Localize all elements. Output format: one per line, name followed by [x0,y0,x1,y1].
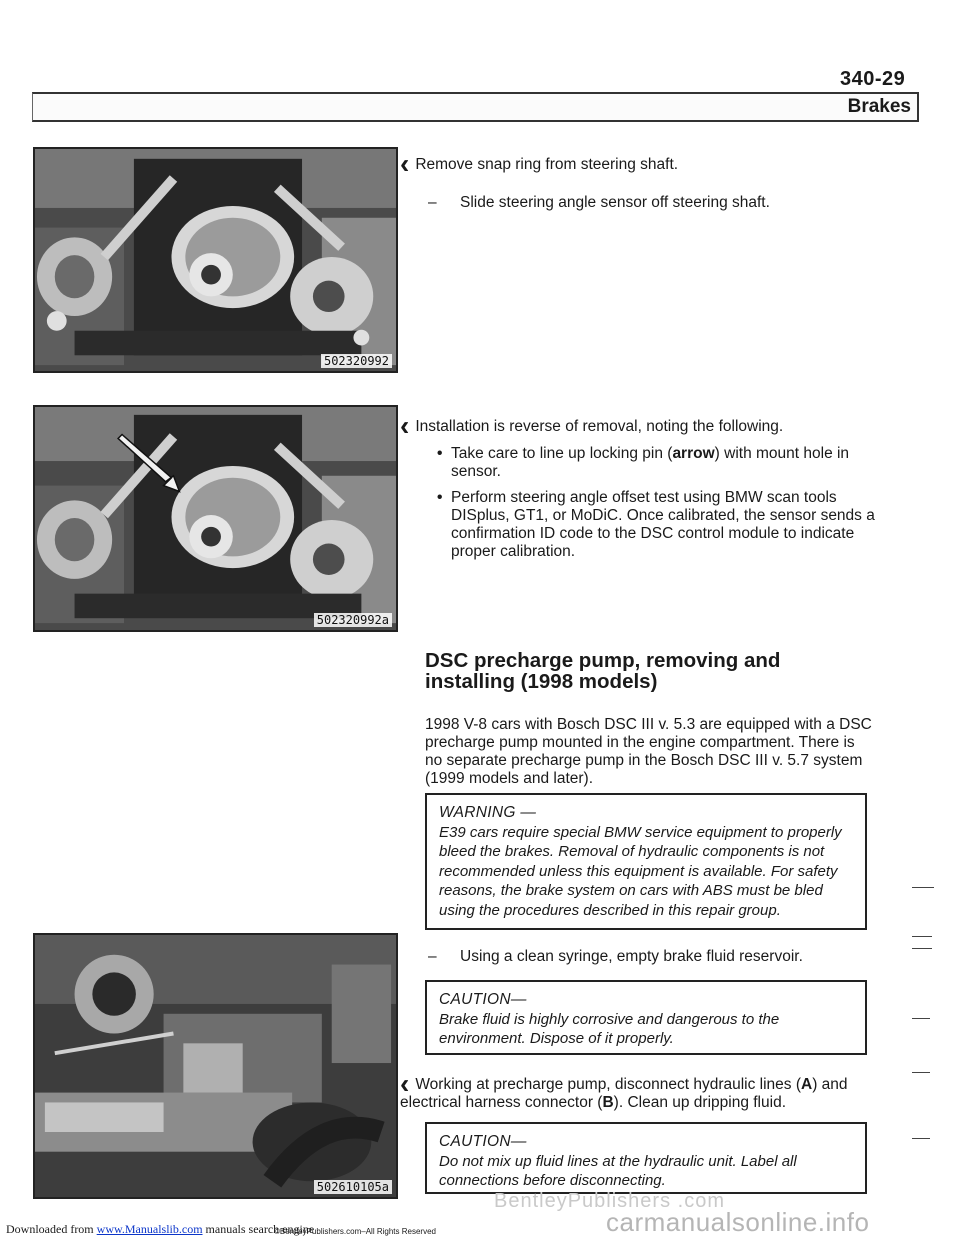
caution-label: CAUTION— [439,991,527,1008]
section-heading [425,650,905,692]
warning-text: E39 cars require special BMW service equipment to properly bleed the brakes. Removal of hydraulic components is not recommended unless this equipment is available. For safety reasons, the brake system on cars with ABS must be bled using the procedures described in this repair group. [439,823,842,919]
step-syringe [428,948,908,966]
step-text: Slide steering angle sensor off steering shaft. [460,194,770,211]
dash-marker: – [428,194,437,211]
page-number: 340-29 [840,68,906,90]
arrow-label: arrow [672,445,715,462]
caution-text: Brake fluid is highly corrosive and dangerous to the environment. Dispose of it properly. [439,1010,780,1047]
label-B: B [602,1094,614,1111]
section-title: Brakes [847,96,911,117]
step-slide-sensor [428,194,908,212]
engine-bay-illustration [35,935,396,1197]
manualslib-link[interactable]: www.Manualslib.com [96,1222,203,1236]
figure-code: 502320992 [321,354,392,368]
step-text: Remove snap ring from steering shaft. [415,156,679,173]
copyright-notice: ©BentleyPublishers.com–All Rights Reserved [274,1227,436,1236]
pointer-arrow-icon: ‹ [400,1068,410,1099]
figure-code: 502320992a [314,613,392,627]
caution-box-2 [425,1122,867,1194]
label-A: A [801,1076,813,1093]
step-working-pump: ‹ Working at precharge pump, disconnect hydraulic lines (A) and electrical harness connector (B). Clean up dripping fluid. [400,1068,848,1111]
heading-line-1: DSC precharge pump, removing and [425,649,781,672]
step-installation [400,410,900,441]
bullet-offset-test: • Perform steering angle offset test using BMW scan tools DISplus, GT1, or MoDiC. Once calibrated, the sensor sends a confirmation ID code to the DSC control module to indicate proper calibration. [437,489,877,561]
publisher-watermark: BentleyPublishers .com [494,1190,725,1212]
section-intro: 1998 V-8 cars with Bosch DSC III v. 5.3 are equipped with a DSC precharge pump mounted in the engine compartment. There is no separate precharge pump in the Bosch DSC III v. 5.7 system (1999 models and later). [425,716,872,787]
bullet-locking-pin: • Take care to line up locking pin (arrow) with mount hole in sensor. [437,445,877,481]
site-watermark: carmanualsonline.info [606,1207,870,1237]
heading-line-2: installing (1998 models) [425,670,658,693]
photo-precharge-pump [33,933,398,1199]
step-text: Using a clean syringe, empty brake fluid reservoir. [460,948,803,965]
pointer-arrow-icon: ‹ [400,148,410,179]
caution-box-1 [425,980,867,1055]
figure-code: 502610105a [314,1180,392,1194]
photo-steering-sensor [33,147,398,373]
dash-marker: – [428,948,437,965]
download-note: Downloaded from www.Manualslib.com manuals search engine [6,1222,315,1236]
pointer-arrow-icon: ‹ [400,410,410,441]
caution-text: Do not mix up fluid lines at the hydraulic unit. Label all connections before disconnecting. [439,1152,797,1189]
installation-bullets [437,437,877,561]
warning-box [425,793,867,930]
warning-label: WARNING — [439,804,537,821]
steering-column-illustration [35,149,396,371]
step-remove-snap-ring [400,148,900,179]
caution-label: CAUTION— [439,1133,527,1150]
photo-locking-pin [33,405,398,632]
steering-column-arrow-illustration [35,407,396,630]
section-header-bar [32,92,919,122]
step-text: Installation is reverse of removal, noting the following. [415,418,784,435]
